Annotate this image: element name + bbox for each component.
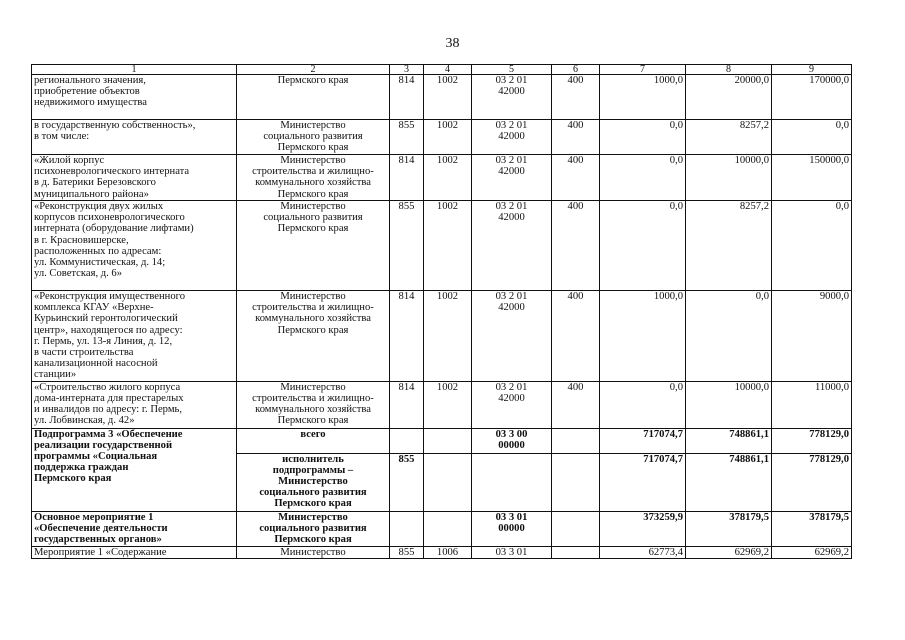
table-cell: 717074,7 <box>600 453 686 511</box>
table-cell <box>552 546 600 558</box>
table-cell: 778129,0 <box>772 428 852 453</box>
table-cell: 03 2 01 42000 <box>472 75 552 120</box>
table-cell: 03 2 01 42000 <box>472 291 552 382</box>
table-cell: «Реконструкция имущественного комплекса КГАУ «Верхне- Курьинский геронтологический центр», находящегося по адресу: г. Пермь, ул. 13-я Линия, д. 12, в части строительства канализационной насосной станции» <box>32 291 237 382</box>
table-cell: 814 <box>390 291 424 382</box>
table-cell: 62773,4 <box>600 546 686 558</box>
table-cell: 1006 <box>424 546 472 558</box>
table-cell: 0,0 <box>600 120 686 155</box>
table-cell: 0,0 <box>600 381 686 428</box>
table-row <box>32 155 852 201</box>
table-cell <box>424 511 472 546</box>
table-cell: 1002 <box>424 291 472 382</box>
page-number: 38 <box>445 36 460 51</box>
col-header: 9 <box>772 65 852 75</box>
table-cell <box>552 511 600 546</box>
table-cell: 03 2 01 42000 <box>472 120 552 155</box>
table-cell: всего <box>237 428 390 453</box>
table-cell <box>552 428 600 453</box>
table-cell <box>472 453 552 511</box>
table-cell: исполнитель подпрограммы – Министерство социального развития Пермского края <box>237 453 390 511</box>
table-cell: 03 3 01 <box>472 546 552 558</box>
col-header: 2 <box>237 65 390 75</box>
table-cell: 03 2 01 42000 <box>472 155 552 201</box>
table-cell: 400 <box>552 201 600 291</box>
table-cell: 03 2 01 42000 <box>472 201 552 291</box>
table-cell: Министерство строительства и жилищно- коммунального хозяйства Пермского края <box>237 155 390 201</box>
table-cell <box>424 428 472 453</box>
col-header: 6 <box>552 65 600 75</box>
table-cell: 814 <box>390 381 424 428</box>
table-cell: 1002 <box>424 381 472 428</box>
table-cell: «Строительство жилого корпуса дома-интерната для престарелых и инвалидов по адресу: г. Пермь, ул. Лобвинская, д. 42» <box>32 381 237 428</box>
table-cell: Основное мероприятие 1 «Обеспечение деятельности государственных органов» <box>32 511 237 546</box>
table-cell: 1002 <box>424 155 472 201</box>
table-cell: 0,0 <box>772 120 852 155</box>
table-cell: Пермского края <box>237 75 390 120</box>
table-cell: 03 3 00 00000 <box>472 428 552 453</box>
table-cell: 150000,0 <box>772 155 852 201</box>
table-row <box>32 120 852 155</box>
table-cell: 1000,0 <box>600 291 686 382</box>
budget-table <box>31 64 852 559</box>
table-cell: Мероприятие 1 «Содержание <box>32 546 237 558</box>
table-cell: 855 <box>390 546 424 558</box>
table-cell: 0,0 <box>600 201 686 291</box>
table-cell: 11000,0 <box>772 381 852 428</box>
table-cell: 1002 <box>424 201 472 291</box>
table-cell: в государственную собственность», в том числе: <box>32 120 237 155</box>
table-cell <box>424 453 472 511</box>
table-cell: Министерство строительства и жилищно- коммунального хозяйства Пермского края <box>237 291 390 382</box>
table-cell: 400 <box>552 381 600 428</box>
table-cell: 400 <box>552 120 600 155</box>
table-row <box>32 546 852 558</box>
table-cell: 03 2 01 42000 <box>472 381 552 428</box>
table-cell: 400 <box>552 291 600 382</box>
table-cell: 1000,0 <box>600 75 686 120</box>
table-cell: 20000,0 <box>686 75 772 120</box>
table-cell: 855 <box>390 120 424 155</box>
table-cell: 8257,2 <box>686 120 772 155</box>
table-row <box>32 75 852 120</box>
table-row <box>32 201 852 291</box>
table-cell <box>390 511 424 546</box>
table-row <box>32 381 852 428</box>
table-cell: 0,0 <box>686 291 772 382</box>
table-cell: 0,0 <box>772 201 852 291</box>
table-cell: 378179,5 <box>686 511 772 546</box>
table-cell: 0,0 <box>600 155 686 201</box>
table-cell: «Жилой корпус психоневрологического интерната в д. Батерики Березовского муниципального района» <box>32 155 237 201</box>
subprogram-title: Подпрограмма 3 «Обеспечение реализации государственной программы «Социальная поддержка граждан Пермского края <box>32 428 237 511</box>
table-cell: 1002 <box>424 120 472 155</box>
table-cell <box>390 428 424 453</box>
table-cell: Министерство <box>237 546 390 558</box>
table-cell: 62969,2 <box>686 546 772 558</box>
table-cell: 400 <box>552 155 600 201</box>
table-cell: 9000,0 <box>772 291 852 382</box>
table-cell: 855 <box>390 201 424 291</box>
table-cell: 170000,0 <box>772 75 852 120</box>
table-cell: 8257,2 <box>686 201 772 291</box>
table-cell: 03 3 01 00000 <box>472 511 552 546</box>
table-cell: 62969,2 <box>772 546 852 558</box>
table-cell <box>552 453 600 511</box>
table-cell: 1002 <box>424 75 472 120</box>
table-cell: Министерство строительства и жилищно- коммунального хозяйства Пермского края <box>237 381 390 428</box>
table-cell: 855 <box>390 453 424 511</box>
col-header: 7 <box>600 65 686 75</box>
table-cell: 378179,5 <box>772 511 852 546</box>
table-cell: 748861,1 <box>686 428 772 453</box>
table-row <box>32 291 852 382</box>
table-cell: 10000,0 <box>686 155 772 201</box>
table-cell: 778129,0 <box>772 453 852 511</box>
col-header: 5 <box>472 65 552 75</box>
subprogram-row <box>32 428 852 453</box>
table-cell: «Реконструкция двух жилых корпусов психоневрологического интерната (оборудование лифтами) в г. Красновишерске, расположенных по адресам: ул. Коммунистическая, д. 14; ул. Советская, д. 6» <box>32 201 237 291</box>
col-header: 1 <box>32 65 237 75</box>
table-cell: 748861,1 <box>686 453 772 511</box>
col-header: 3 <box>390 65 424 75</box>
table-cell: регионального значения, приобретение объектов недвижимого имущества <box>32 75 237 120</box>
table-cell: 717074,7 <box>600 428 686 453</box>
col-header: 8 <box>686 65 772 75</box>
header-row <box>32 65 852 75</box>
table-cell: Министерство социального развития Пермского края <box>237 511 390 546</box>
table-cell: 814 <box>390 75 424 120</box>
table-cell: Министерство социального развития Пермского края <box>237 120 390 155</box>
main-activity-row <box>32 511 852 546</box>
table-cell: 400 <box>552 75 600 120</box>
table-cell: 814 <box>390 155 424 201</box>
table-cell: 10000,0 <box>686 381 772 428</box>
table-cell: 373259,9 <box>600 511 686 546</box>
col-header: 4 <box>424 65 472 75</box>
table-cell: Министерство социального развития Пермского края <box>237 201 390 291</box>
